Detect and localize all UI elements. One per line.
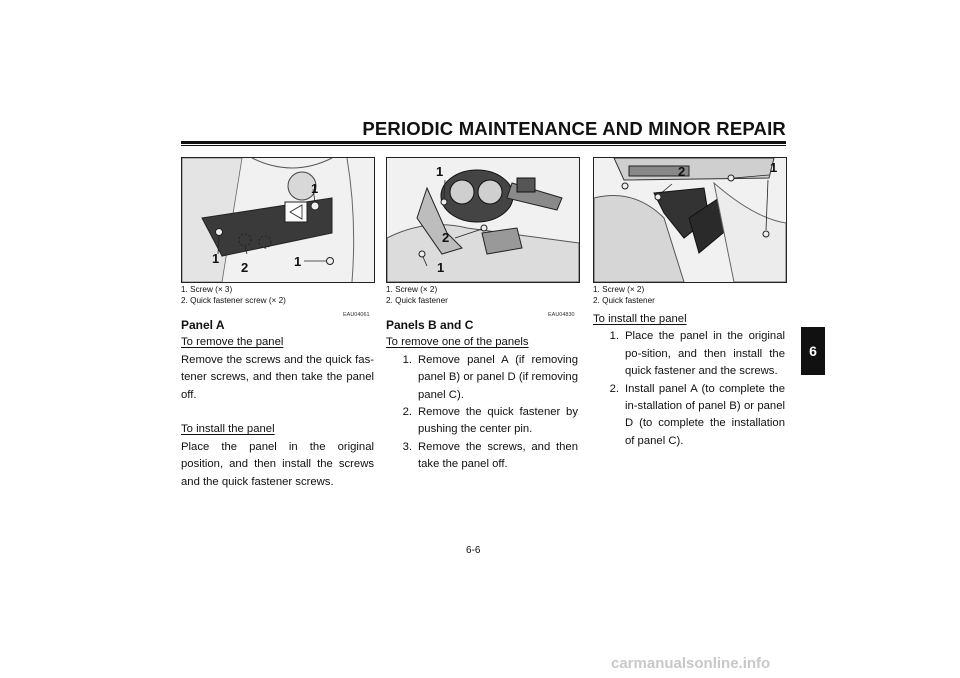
remove-instructions: Remove the screws and the quick fas-tener screws, and then take the panel off. [181, 353, 374, 401]
list-item [386, 404, 578, 439]
step-text: Place the panel in the original po-sition, and then install the quick fastener and the screws. [625, 330, 785, 378]
step-number: 2. [609, 382, 619, 395]
caption-line: 1. Screw (× 2) [386, 285, 438, 294]
section-heading: Panel A [181, 318, 225, 332]
column-install-b-c [593, 311, 785, 450]
list-item [386, 352, 578, 404]
figure-callout: 1 [437, 260, 445, 275]
caption-line: 2. Quick fastener screw (× 2) [181, 295, 286, 305]
figure-callout: 2 [241, 260, 249, 275]
remove-steps [386, 352, 578, 474]
page-number: 6-6 [466, 545, 481, 556]
step-text: Remove the screws, and then take the panel off. [418, 440, 578, 471]
header-rule-thin [181, 145, 786, 146]
figure-caption [386, 285, 448, 306]
column-panel-a [181, 317, 374, 491]
caption-line: 1. Screw (× 3) [181, 285, 233, 294]
caption-line: 2. Quick fastener [386, 295, 448, 305]
install-instructions: Place the panel in the original position, and then install the screws and the quick fastener screws. [181, 440, 374, 488]
step-number: 1. [402, 353, 412, 366]
chapter-tab: 6 [801, 327, 825, 375]
caption-line: 1. Screw (× 2) [593, 285, 645, 294]
site-watermark: carmanualsonline.info [611, 655, 771, 672]
list-item [386, 439, 578, 474]
figure-callout: 1 [311, 181, 319, 196]
install-steps [593, 328, 785, 450]
caption-line: 2. Quick fastener [593, 295, 655, 305]
column-panels-b-c [386, 317, 578, 474]
list-item [593, 328, 785, 380]
figure-callout: 1 [212, 251, 220, 266]
figure-caption [181, 285, 286, 306]
figure-panels-b-c [386, 157, 580, 283]
section-heading: Panels B and C [386, 318, 474, 332]
step-text: Remove the quick fastener by pushing the center pin. [418, 406, 578, 436]
figure-callout: 2 [678, 164, 686, 179]
step-text: Remove panel A (if removing panel B) or panel D (if removing panel C). [418, 353, 578, 401]
step-text: Install panel A (to complete the in-stallation of panel B) or panel D (to complete the installation of panel C). [625, 382, 785, 447]
subheading-install: To install the panel [593, 313, 687, 325]
figure-callout: 1 [436, 164, 444, 179]
figure-callout: 2 [442, 230, 450, 245]
figure-panel-d [593, 157, 787, 283]
header-rule [181, 141, 786, 144]
figure-caption [593, 285, 655, 306]
figure-panel-a [181, 157, 375, 283]
step-number: 1. [609, 330, 619, 343]
step-number: 3. [402, 440, 412, 453]
figure-callout: 1 [770, 160, 778, 175]
subheading-remove: To remove the panel [181, 336, 284, 349]
figure-callout: 1 [294, 254, 302, 269]
page-header-title: PERIODIC MAINTENANCE AND MINOR REPAIR [362, 118, 786, 139]
list-item [593, 381, 785, 451]
subheading-remove: To remove one of the panels [386, 336, 529, 349]
subheading-install: To install the panel [181, 423, 275, 436]
section-code: EAU04830 [548, 312, 575, 318]
section-code: EAU04061 [343, 312, 370, 318]
step-number: 2. [402, 406, 412, 419]
